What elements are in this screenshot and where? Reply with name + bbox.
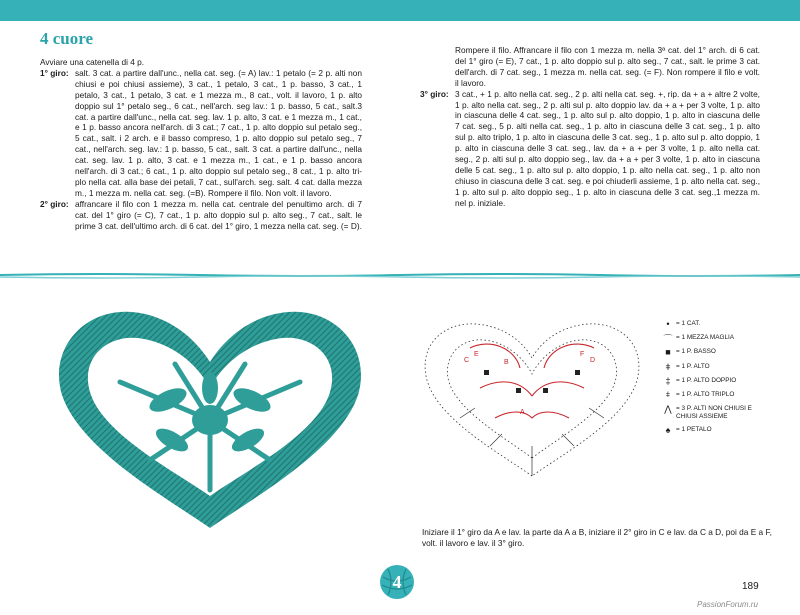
badge-number: 4 (392, 572, 402, 592)
triple-cross-icon: ⧧ (665, 389, 671, 400)
intro-text: Avviare una catenella di 4 p. (40, 57, 145, 67)
double-cross-icon: ‡ (665, 375, 671, 386)
watermark: PassionForum.ru (697, 600, 758, 609)
crochet-heart-photo (50, 300, 370, 530)
round-1 (40, 68, 362, 199)
round-text: 3 cat., + 1 p. alto nella cat. seg., 2 p. alti nella cat. seg. +, rip. da + a + altre 2 volte, 1 p. alto nella cat. seg., 2 p. alti sul p. alto doppio lav. da + a + per 3 volte, 1 p. alto in ciascuna delle 4 cat. seg., 1 p. alto sul p. alto doppio, 1 p. alto in ciascuna delle 7 cat. seg., 5 p. alti nella cat. seg., 1 p. alto in ciascuna delle 3 cat. seg., 1 p. alto sul p. alto triplo, 1 p. alto in ciascuna delle 3 cat. seg., 1 p. alto sul p. alto doppio, 1 p. alto in ciascuna delle 3 cat. seg., lav. da + a + per 3 volte, 1 p. alto nella cat. seg., 2 p. alti sul p. alto doppio seg., lav. da + a + per 3 volte, 1 p. alto in ciascuna delle 5 cat. seg., 1 p. alto sul p. alto doppio, 1 p. alto nella cat. seg., 1 p. alto non chiuso in ciascuna delle 3 cat. seg. e poi chiuderli assieme, 1 p. alto nella cat. seg., 1 p. alto sul p. alto doppio seg., 1 p. alto in ciascuna delle 3 cat. seg.,1 mezza m. nel p. iniziale. (455, 88, 760, 208)
legend-item (660, 362, 770, 372)
round-2-continued: Rompere il filo. Affrancare il filo con 1 mezza m. nella 3ª cat. del 1° arch. di 6 cat. del 1° giro (= E), 7 cat., 1 p. alto doppio sul p. alto seg., 7 cat., salt. le prime 3 cat. dell'arch. di 7 cat. seg., 1 mezza m. nella cat. seg. (= F). Non rompere il filo e volt. il lavoro. (455, 45, 760, 88)
wave-divider (0, 271, 800, 281)
legend-item (660, 333, 770, 343)
slip-stitch-icon: ⌒ (663, 333, 673, 344)
square-icon: ■ (665, 347, 671, 358)
diagram-label-e: E (474, 351, 479, 358)
round-text: affrancare il filo con 1 mezza m. nella cat. centrale del penultimo arch. di 7 cat. del 1° giro (= C), 7 cat., 1 p. alto doppio sul p. alto seg., 7 cat., salt. le prime 3 cat. dell'ultimo arch. di 6 cat. del 1° giro, 1 mezza nella cat. seg. (= D). (75, 198, 362, 231)
legend-item (660, 425, 770, 435)
crochet-chart-diagram (420, 318, 645, 480)
legend-item (660, 347, 770, 357)
legend-text: = 1 CAT. (676, 320, 701, 327)
legend-text: = 1 PETALO (676, 426, 712, 434)
top-accent-bar (0, 0, 800, 21)
page-number: 189 (742, 581, 759, 592)
round-label: 3° giro: (420, 88, 449, 99)
petal-icon: ♠ (665, 425, 671, 436)
round-label: 2° giro: (40, 198, 69, 209)
legend-text: = 1 MEZZA MAGLIA (676, 334, 735, 342)
legend-item (660, 376, 770, 386)
legend-text: = 1 P. ALTO DOPPIO (676, 376, 737, 384)
round-label: 1° giro: (40, 67, 69, 78)
cluster-icon: ⋀ (664, 403, 672, 414)
diagram-label-b: B (504, 359, 509, 366)
page-title: 4 cuore (40, 29, 94, 48)
round-2 (40, 199, 362, 232)
diagram-label-d: D (590, 357, 596, 364)
diagram-instructions: Iniziare il 1° giro da A e lav. la parte da A a B, iniziare il 2° giro in C e lav. da C a D, poi da E a F, volt. il lavoro e lav. il 3° giro. (422, 527, 772, 548)
instructions-left-column (40, 57, 362, 232)
chart-legend (660, 319, 770, 440)
diagram-label-c: C (464, 357, 470, 364)
legend-item (660, 319, 770, 329)
legend-text: = 1 P. BASSO (676, 348, 716, 356)
legend-item (660, 404, 770, 421)
legend-text: = 1 P. ALTO (676, 362, 710, 370)
yarn-ball-number-badge (378, 563, 416, 601)
dot-icon: • (666, 319, 670, 329)
legend-text: = 1 P. ALTO TRIPLO (676, 390, 735, 398)
round-3 (420, 89, 760, 209)
diagram-label-f: F (580, 351, 585, 358)
legend-text: = 3 P. ALTI NON CHIUSI E CHIUSI ASSIEME (676, 405, 752, 421)
legend-item (660, 390, 770, 400)
instructions-right-column (420, 45, 760, 209)
diagram-label-a: A (520, 409, 525, 416)
round-text: salt. 3 cat. a partire dall'unc., nella cat. seg. (= A) lav.: 1 petalo (= 2 p. alti non chiusi e poi chiusi assieme), 3 cat., 1 petalo, 3 cat., 1 p. basso, 3 cat., 1 petalo, 3 cat., 1 petalo, 3 cat. e 1 mezza m., 8 cat., volt. il lavoro, 1 p. alto doppio sul 1° petalo seg., 6 cat., nell'arch. seg lav.: 1 p. basso, 5 cat., salt.3 cat. a partire dall'unc., nella cat. seg. lav. 1 p. alto, 3 cat. e 1 mezza m., 1 cat., e 1 p. basso ancora nell'arch. di 3 cat.; 7 cat., 1 p. alto doppio sul petalo seg., 5 cat., salt. i 2 arch. e il basso compreso, 1 p. alto doppio sul petalo seg., 7 cat., nell'arch. seg. lav.: 1 p. basso, 5 cat., salt. 3 cat. a partire dall'unc., nella cat. seg. lav. 1 p. alto, 3 cat. e 1 mezza m., 1 cat., e 1 p. basso ancora nell'arch. di 3 cat.; 6 cat., 1 p. alto doppio sul petalo seg., 8 cat., 1 p. alto tri-plo nella cat. alla base dei petali, 7 cat., sull'arch. seg. salt. 4 cat. dalla mezza m., 1 mezza m. nella cat. seg. (=B). Rompere il filo. Non volt. il lavoro. (75, 67, 362, 198)
cross-icon: ǂ (665, 361, 671, 372)
